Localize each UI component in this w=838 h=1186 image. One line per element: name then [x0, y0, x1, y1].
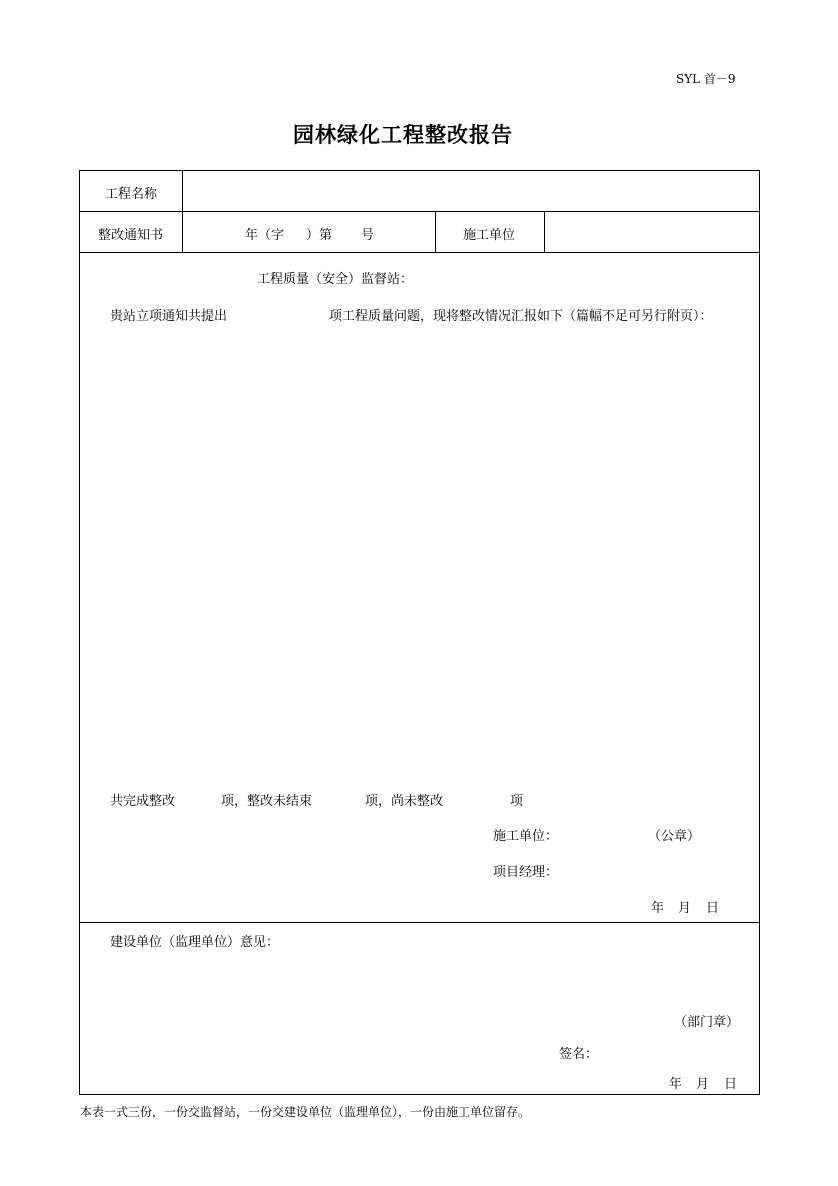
summary-item-unit: 项	[510, 794, 524, 809]
notice-year-char: 年（字	[245, 228, 285, 243]
column-divider	[182, 171, 183, 252]
form-code: SYL 首－9	[676, 72, 736, 86]
opinion-date-month: 月	[696, 1077, 710, 1092]
project-manager-label: 项目经理：	[493, 865, 559, 880]
notice-label: 整改通知书	[98, 228, 164, 243]
column-divider	[544, 212, 545, 252]
row-divider	[80, 922, 759, 923]
date-month: 月	[678, 901, 692, 916]
signature-label: 签名：	[559, 1047, 599, 1062]
date-year: 年	[651, 901, 665, 916]
contractor-unit-label: 施工单位	[463, 228, 516, 243]
intro-text-end: 项工程质量问题，现将整改情况汇报如下（篇幅不足可另行附页）：	[329, 309, 713, 324]
summary-in-progress: 项，整改未结束	[221, 794, 313, 809]
contractor-unit-field[interactable]	[554, 224, 750, 244]
row-divider	[80, 252, 759, 253]
official-seal-label: （公章）	[648, 829, 701, 844]
notice-number-suffix: 号	[361, 228, 375, 243]
page-title: 园林绿化工程整改报告	[293, 123, 513, 147]
summary-completed: 共完成整改	[110, 794, 176, 809]
intro-text-start: 贵站立项通知共提出	[110, 309, 228, 324]
opinion-date-day: 日	[724, 1077, 738, 1092]
summary-not-started: 项，尚未整改	[365, 794, 444, 809]
report-form	[79, 170, 760, 1095]
opinion-heading: 建设单位（监理单位）意见：	[110, 935, 280, 950]
project-name-field[interactable]	[192, 183, 752, 203]
notice-number-prefix: ）第	[306, 228, 333, 243]
column-divider	[435, 212, 436, 252]
footer-note: 本表一式三份，一份交监督站，一份交建设单位（监理单位），一份由施工单位留存。	[80, 1105, 531, 1119]
date-day: 日	[706, 901, 720, 916]
opinion-date-year: 年	[669, 1077, 683, 1092]
department-seal-label: （部门章）	[674, 1015, 740, 1030]
contractor-signature-label: 施工单位：	[493, 829, 559, 844]
project-name-label: 工程名称	[105, 187, 158, 202]
addressee: 工程质量（安全）监督站：	[257, 272, 414, 287]
